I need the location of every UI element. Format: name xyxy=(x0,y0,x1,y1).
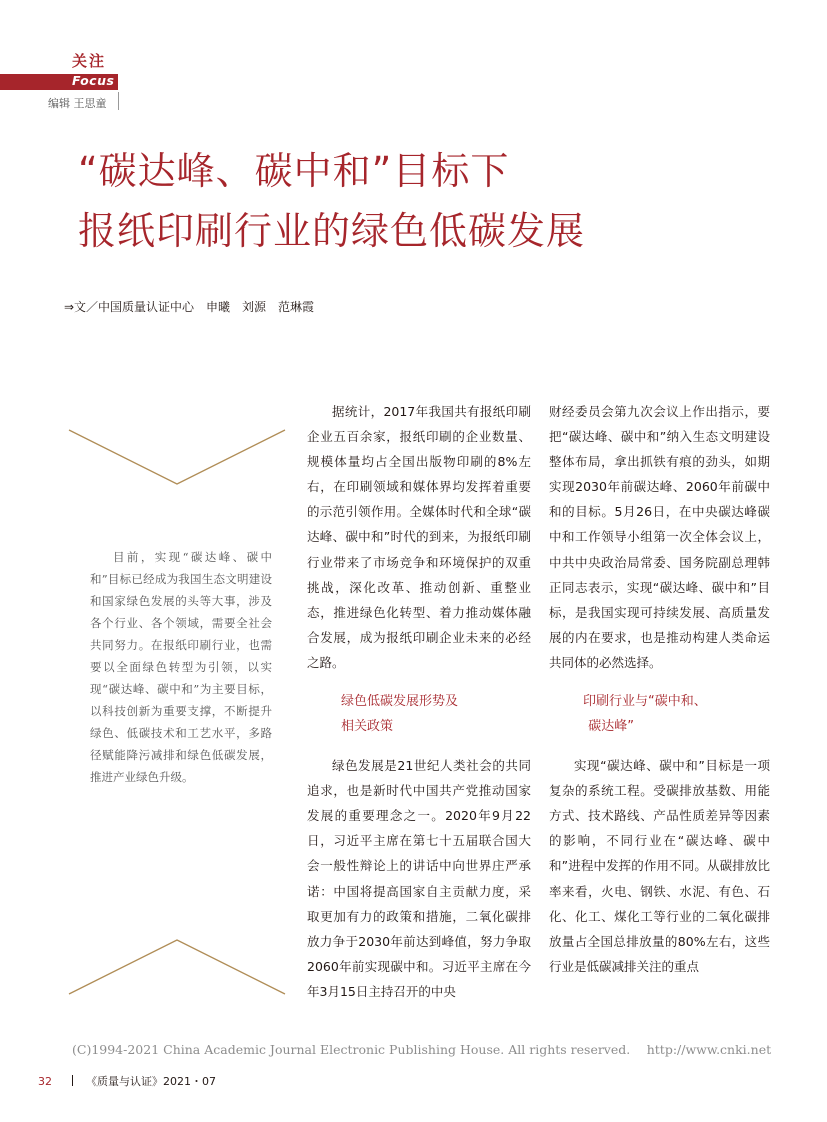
article-title-line-1: “碳达峰、碳中和”目标下 xyxy=(78,149,510,193)
section-heading-line: 绿色低碳发展形势及 xyxy=(341,694,459,710)
body-column-1 xyxy=(307,399,531,1004)
section-heading-line: 印刷行业与“碳中和、 xyxy=(583,694,707,710)
journal-issue: 《质量与认证》2021・07 xyxy=(86,1075,216,1088)
footer-divider xyxy=(72,1075,73,1086)
author-byline: ⇒文／中国质量认证中心 申曦 刘源 范琳霞 xyxy=(64,300,315,314)
page-number: 32 xyxy=(38,1075,52,1088)
editor-credit: 编辑 王思童 xyxy=(48,97,107,110)
body-column-2 xyxy=(549,399,770,979)
pull-quote xyxy=(90,546,272,788)
body-paragraph: 据统计，2017年我国共有报纸印刷企业五百余家，报纸印刷的企业数量、规模体量均占全国出版物印刷的8%左右，在印刷领域和媒体界均发挥着重要的示范引领作用。全媒体时代和全球“碳达峰、碳中和”时代的到来，为报纸印刷行业带来了市场竞争和环境保护的双重挑战，深化改革、推动创新、重整业态，推进绿色化转型、着力推动媒体融合发展，成为报纸印刷企业未来的必经之路。 xyxy=(307,404,531,670)
editor-divider xyxy=(118,92,119,110)
section-label-english: Focus xyxy=(72,73,115,88)
section-label: 关注 xyxy=(72,52,107,70)
section-heading-line: 碳达峰” xyxy=(588,719,634,735)
body-paragraph: 绿色发展是21世纪人类社会的共同追求，也是新时代中国共产党推动国家发展的重要理念之一。2020年9月22日，习近平主席在第七十五届联合国大会一般性辩论上的讲话中向世界庄严承诺：中国将提高国家自主贡献力度，采取更加有力的政策和措施，二氧化碳排放力争于2030年前达到峰值，努力争取2060年前实现碳中和。习近平主席在今年3月15日主持召开的中央 xyxy=(307,758,531,999)
page-footer xyxy=(38,1073,216,1089)
section-heading xyxy=(341,689,531,739)
article-title-line-2: 报纸印刷行业的绿色低碳发展 xyxy=(78,209,586,253)
body-paragraph: 实现“碳达峰、碳中和”目标是一项复杂的系统工程。受碳排放基数、用能方式、技术路线、产品性质差异等因素的影响，不同行业在“碳达峰、碳中和”进程中发挥的作用不同。从碳排放比率来看，火电、钢铁、水泥、有色、石化、化工、煤化工等行业的二氧化碳排放量占全国总排放量的80%左右，这些行业是低碳减排关注的重点 xyxy=(549,758,770,974)
body-paragraph: 财经委员会第九次会议上作出指示，要把“碳达峰、碳中和”纳入生态文明建设整体布局，拿出抓铁有痕的劲头，如期实现2030年前碳达峰、2060年前碳中和的目标。5月26日，在中央碳达峰碳中和工作领导小组第一次全体会议上，中共中央政治局常委、国务院副总理韩正同志表示，实现“碳达峰、碳中和”目标，是我国实现可持续发展、高质量发展的内在要求，也是推动构建人类命运共同体的必然选择。 xyxy=(549,404,770,670)
chevron-down-ornament xyxy=(68,428,286,488)
section-heading-line: 相关政策 xyxy=(341,719,394,735)
copyright-notice: (C)1994-2021 China Academic Journal Electronic Publishing House. All rights reserved. http://www.cnki.net xyxy=(72,1042,772,1057)
section-heading xyxy=(583,689,770,739)
pull-quote-text: 目前，实现“碳达峰、碳中和”目标已经成为我国生态文明建设和国家绿色发展的头等大事，涉及各个行业、各个领域，需要全社会共同努力。在报纸印刷行业，也需要以全面绿色转型为引领，以实现“碳达峰、碳中和”为主要目标，以科技创新为重要支撑，不断提升绿色、低碳技术和工艺水平，多路径赋能降污减排和绿色低碳发展，推进产业绿色升级。 xyxy=(90,550,272,784)
chevron-up-ornament xyxy=(68,936,286,996)
